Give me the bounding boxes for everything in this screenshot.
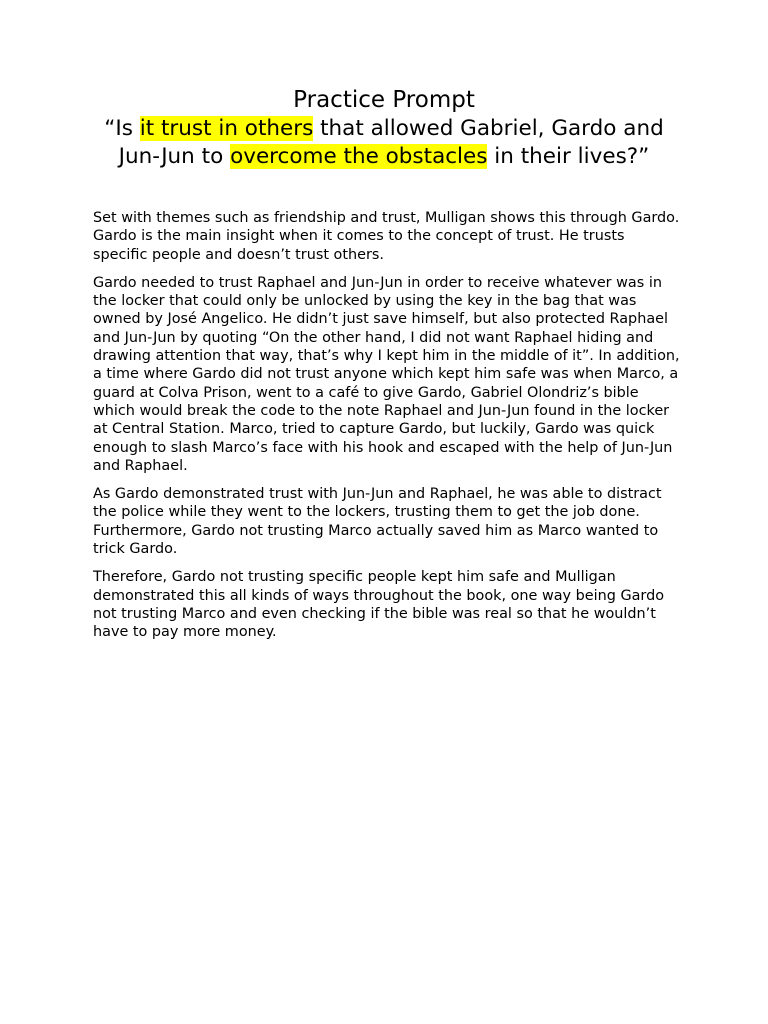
prompt-highlight-obstacles: overcome the obstacles xyxy=(230,144,488,169)
prompt-end: in their lives?” xyxy=(487,144,650,169)
paragraph-conclusion: Therefore, Gardo not trusting specific people kept him safe and Mulligan demonstrated this all kinds of ways throughout the book, one way being Gardo not trusting Marco and even checking if the bible was real so that he wouldn’t have to pay more money. xyxy=(93,569,665,641)
paragraph-intro: Set with themes such as friendship and trust, Mulligan shows this through Gardo. Gardo is the main insight when it comes to the concept of trust. He trusts specific people and doesn’t trust others. xyxy=(93,210,680,263)
prompt-question xyxy=(100,115,668,171)
essay-body xyxy=(93,209,683,652)
paragraph-trust-evidence: Gardo needed to trust Raphael and Jun-Jun in order to receive whatever was in the locker that could only be unlocked by using the key in the bag that was owned by José Angelico. He didn’t just save himself, but also protected Raphael and Jun-Jun by quoting “On the other hand, I did not want Raphael hiding and drawing attention that way, that’s why I kept him in the middle of it”. In addition, a time where Gardo did not trust anyone which kept him safe was when Marco, a guard at Colva Prison, went to a café to give Gardo, Gabriel Olondriz’s bible which would break the code to the note Raphael and Jun-Jun found in the locker at Central Station. Marco, tried to capture Gardo, but luckily, Gardo was quick enough to slash Marco’s face with his hook and escaped with the help of Jun-Jun and Raphael. xyxy=(93,274,680,474)
prompt-open-quote: “Is xyxy=(104,116,140,141)
page-title: Practice Prompt xyxy=(293,87,475,113)
prompt-highlight-trust: it trust in others xyxy=(139,116,314,141)
prompt-middle: that allowed Gabriel, Gardo and Jun-Jun to xyxy=(118,116,664,169)
paragraph-demonstrated-trust: As Gardo demonstrated trust with Jun-Jun and Raphael, he was able to distract the police while they went to the lockers, trusting them to get the job done. Furthermore, Gardo not trusting Marco actually saved him as Marco wanted to trick Gardo. xyxy=(93,486,662,558)
